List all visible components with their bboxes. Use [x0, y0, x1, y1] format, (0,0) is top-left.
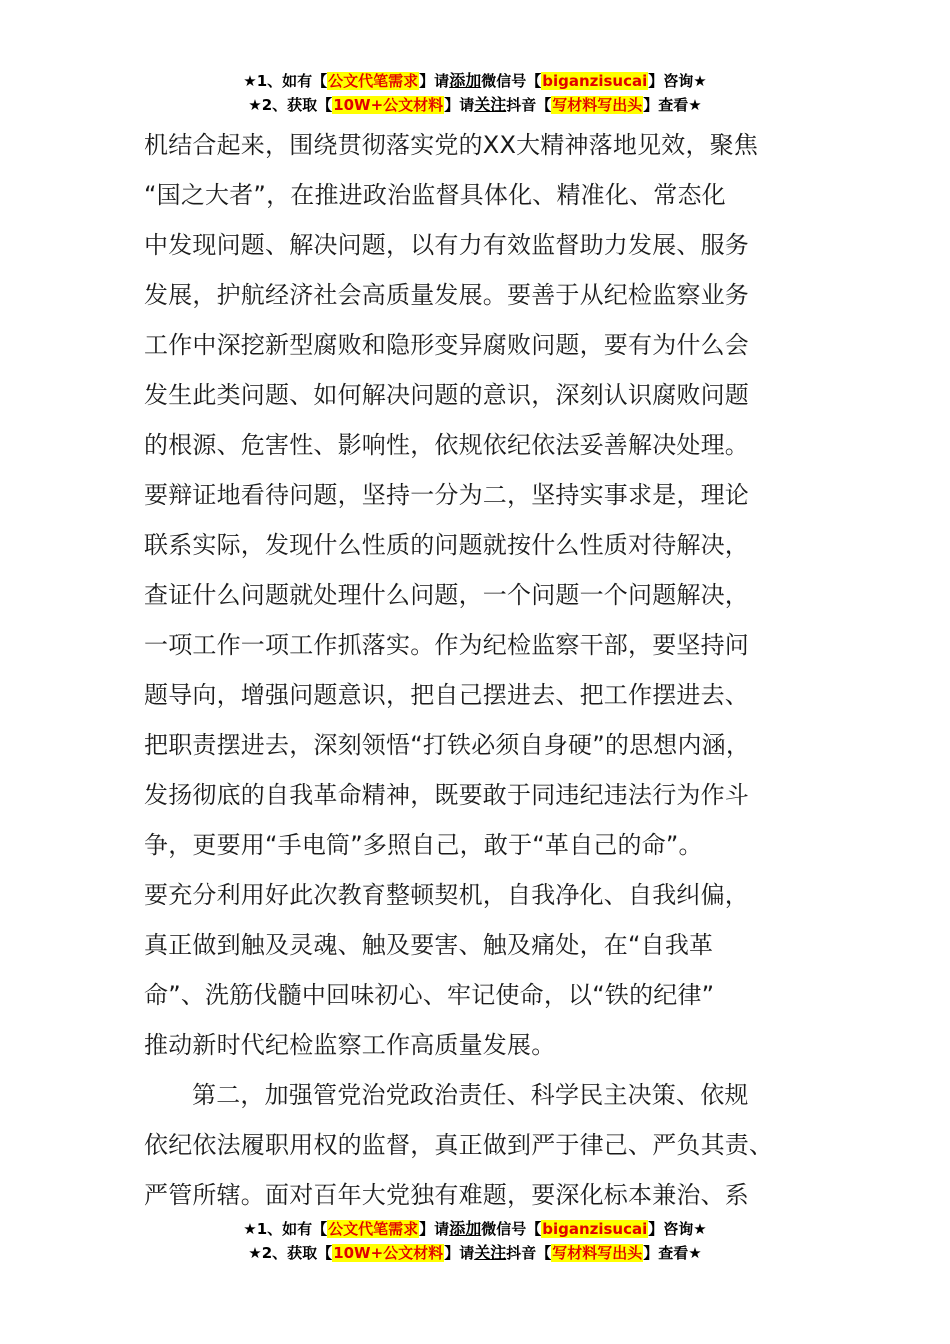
footer-text: 】咨询★ [648, 1220, 707, 1238]
header-highlight: 写材料写出头 [552, 96, 643, 114]
document-body [144, 120, 816, 1220]
footer-text: 】请 [444, 1244, 475, 1262]
body-line: 要充分利用好此次教育整顿契机，自我净化、自我纠偏， [144, 881, 749, 909]
paragraph-start-line: 第二，加强管党治党政治责任、科学民主决策、依规 [192, 1081, 749, 1109]
footer-text: 抖音【 [506, 1244, 552, 1262]
header-banner [0, 69, 950, 117]
header-highlight: 公文代笔需求 [328, 72, 419, 90]
body-line: 机结合起来，围绕贯彻落实党的XX大精神落地见效，聚焦 [144, 131, 759, 159]
header-text: ★2、获取【 [248, 96, 333, 114]
body-line: 争，更要用“手电筒”多照自己，敢于“革自己的命”。 [144, 831, 703, 859]
body-line: 推动新时代纪检监察工作高质量发展。 [144, 1031, 556, 1059]
header-line-2 [0, 93, 950, 117]
footer-text: ★1、如有【 [243, 1220, 328, 1238]
body-line: 真正做到触及灵魂、触及要害、触及痛处，在“自我革 [144, 931, 714, 959]
footer-highlight: 公文代笔需求 [328, 1220, 419, 1238]
body-line: 把职责摆进去，深刻领悟“打铁必须自身硬”的思想内涵， [144, 731, 751, 759]
footer-text: 】查看★ [643, 1244, 702, 1262]
header-text: ★1、如有【 [243, 72, 328, 90]
footer-emphasis: 关注 [474, 1243, 507, 1262]
header-text: 微信号【 [481, 72, 542, 90]
body-line: 中发现问题、解决问题，以有力有效监督助力发展、服务 [144, 231, 749, 259]
footer-line-1 [0, 1217, 950, 1241]
body-line: 发生此类问题、如何解决问题的意识，深刻认识腐败问题 [144, 381, 749, 409]
body-line: 工作中深挖新型腐败和隐形变异腐败问题，要有为什么会 [144, 331, 749, 359]
body-line: 命”、洗筋伐髓中回味初心、牢记使命，以“铁的纪律” [144, 981, 715, 1009]
header-text: 抖音【 [506, 96, 552, 114]
footer-highlight: 写材料写出头 [552, 1244, 643, 1262]
footer-text: 微信号【 [481, 1220, 542, 1238]
footer-highlight: biganzisucai [542, 1220, 648, 1238]
body-line: 要辩证地看待问题，坚持一分为二，坚持实事求是，理论 [144, 481, 749, 509]
body-line: 依纪依法履职用权的监督，真正做到严于律己、严负其责、 [144, 1131, 774, 1159]
body-line: 联系实际，发现什么性质的问题就按什么性质对待解决， [144, 531, 749, 559]
header-highlight: 10W+公文材料 [333, 96, 444, 114]
body-line: 的根源、危害性、影响性，依规依纪依法妥善解决处理。 [144, 431, 749, 459]
header-text: 】咨询★ [648, 72, 707, 90]
body-line: “国之大者”，在推进政治监督具体化、精准化、常态化 [144, 181, 726, 209]
header-text: 】请 [419, 72, 450, 90]
header-line-1 [0, 69, 950, 93]
body-line: 发展，护航经济社会高质量发展。要善于从纪检监察业务 [144, 281, 749, 309]
header-emphasis: 关注 [474, 95, 507, 114]
footer-banner [0, 1217, 950, 1265]
header-highlight: biganzisucai [542, 72, 648, 90]
footer-text: ★2、获取【 [248, 1244, 333, 1262]
footer-emphasis: 添加 [449, 1219, 482, 1238]
header-text: 】请 [444, 96, 475, 114]
body-line: 查证什么问题就处理什么问题，一个问题一个问题解决， [144, 581, 749, 609]
footer-text: 】请 [419, 1220, 450, 1238]
body-line: 严管所辖。面对百年大党独有难题，要深化标本兼治、系 [144, 1181, 749, 1209]
header-emphasis: 添加 [449, 71, 482, 90]
footer-line-2 [0, 1241, 950, 1265]
header-text: 】查看★ [643, 96, 702, 114]
body-line: 发扬彻底的自我革命精神，既要敢于同违纪违法行为作斗 [144, 781, 749, 809]
footer-highlight: 10W+公文材料 [333, 1244, 444, 1262]
body-line: 一项工作一项工作抓落实。作为纪检监察干部，要坚持问 [144, 631, 749, 659]
body-line: 题导向，增强问题意识，把自己摆进去、把工作摆进去、 [144, 681, 749, 709]
